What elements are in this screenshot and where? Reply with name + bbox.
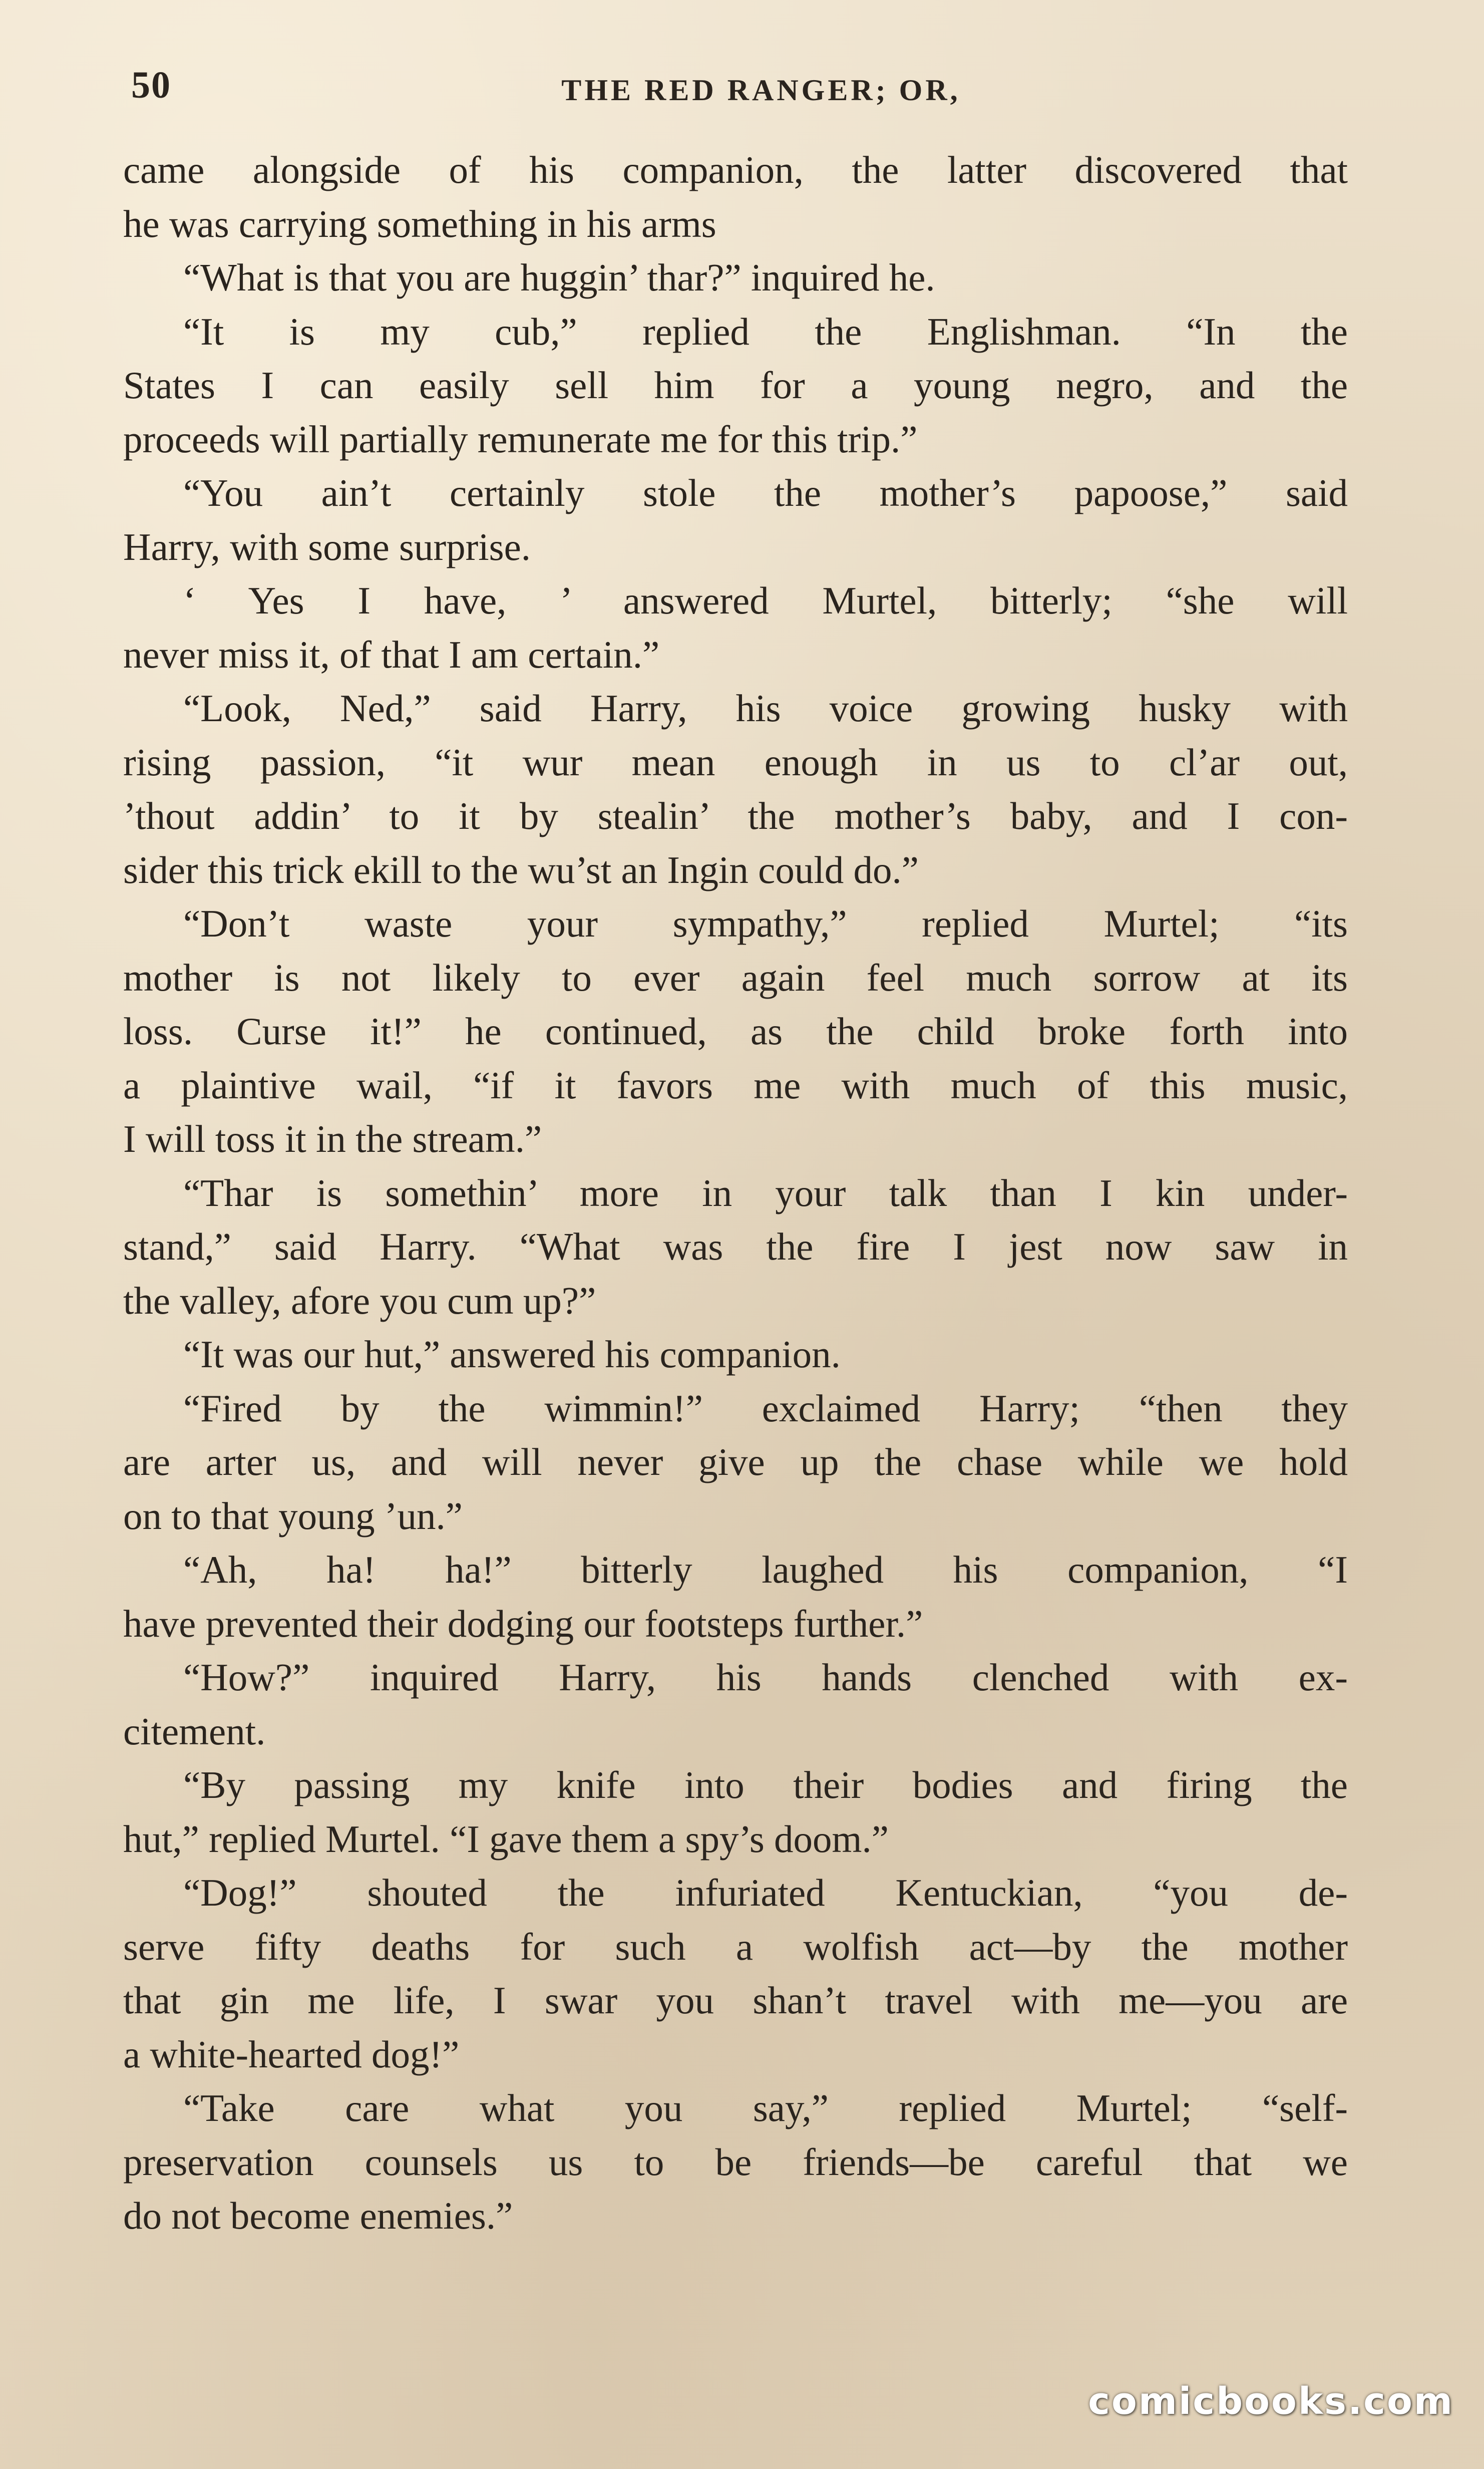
text-line: “Don’t waste your sympathy,” replied Murtel; “its — [183, 902, 1348, 945]
text-line: he was carrying something in his arms — [123, 202, 716, 245]
text-line: States I can easily sell him for a young negro, and the — [123, 364, 1348, 407]
text-line: are arter us, and will never give up the chase while we hold — [123, 1440, 1348, 1483]
text-line: hut,” replied Murtel. “I gave them a spy’s doom.” — [123, 1817, 889, 1861]
text-line: loss. Curse it!” he continued, as the child broke forth into — [123, 1010, 1348, 1053]
text-line: ‘ Yes I have, ’ answered Murtel, bitterly; “she will — [183, 579, 1348, 622]
text-line: serve fifty deaths for such a wolfish act—by the mother — [123, 1925, 1348, 1968]
text-line: on to that young ’un.” — [123, 1494, 463, 1537]
text-line: Harry, with some surprise. — [123, 525, 531, 568]
text-line: do not become enemies.” — [123, 2194, 513, 2237]
text-line: came alongside of his companion, the latter discovered that — [123, 148, 1348, 191]
text-line: a plaintive wail, “if it favors me with much of this music, — [123, 1063, 1348, 1107]
text-line: a white-hearted dog!” — [123, 2032, 460, 2076]
text-line: “Dog!” shouted the infuriated Kentuckian, “you de- — [183, 1871, 1348, 1914]
text-line: sider this trick ekill to the wu’st an Ingin could do.” — [123, 848, 919, 891]
text-line: “You ain’t certainly stole the mother’s papoose,” said — [183, 471, 1348, 514]
text-line: preservation counsels us to be friends—be careful that we — [123, 2140, 1348, 2184]
text-line: “It is my cub,” replied the Englishman. “In the — [183, 310, 1348, 353]
text-line: I will toss it in the stream.” — [123, 1117, 542, 1160]
text-line: have prevented their dodging our footsteps further.” — [123, 1602, 923, 1645]
text-line: “It was our hut,” answered his companion. — [183, 1333, 841, 1376]
text-line: proceeds will partially remunerate me for this trip.” — [123, 417, 918, 461]
text-line: the valley, afore you cum up?” — [123, 1279, 596, 1322]
text-line: “What is that you are huggin’ thar?” inquired he. — [183, 256, 935, 299]
watermark-logo: comicbooks.com — [1088, 2380, 1454, 2423]
text-line: ’thout addin’ to it by stealin’ the mother’s baby, and I con- — [123, 794, 1348, 837]
text-line: “How?” inquired Harry, his hands clenched with ex- — [183, 1656, 1348, 1699]
body-text — [123, 143, 1348, 2243]
text-line: “Ah, ha! ha!” bitterly laughed his companion, “I — [183, 1548, 1348, 1591]
text-line: mother is not likely to ever again feel much sorrow at its — [123, 956, 1348, 999]
page-number: 50 — [131, 64, 171, 106]
text-line: rising passion, “it wur mean enough in us to cl’ar out, — [123, 740, 1348, 784]
text-line: stand,” said Harry. “What was the fire I jest now saw in — [123, 1225, 1348, 1268]
text-line: “By passing my knife into their bodies and firing the — [183, 1763, 1348, 1806]
text-line: that gin me life, I swar you shan’t travel with me—you are — [123, 1979, 1348, 2022]
running-head: THE RED RANGER; OR, — [561, 74, 961, 107]
text-line: never miss it, of that I am certain.” — [123, 633, 660, 676]
text-line: “Take care what you say,” replied Murtel; “self- — [183, 2086, 1348, 2129]
text-line: “Thar is somethin’ more in your talk than I kin under- — [183, 1171, 1348, 1214]
text-line: citement. — [123, 1709, 266, 1753]
text-line: “Look, Ned,” said Harry, his voice growing husky with — [183, 687, 1348, 730]
text-line: “Fired by the wimmin!” exclaimed Harry; “then they — [183, 1386, 1348, 1430]
